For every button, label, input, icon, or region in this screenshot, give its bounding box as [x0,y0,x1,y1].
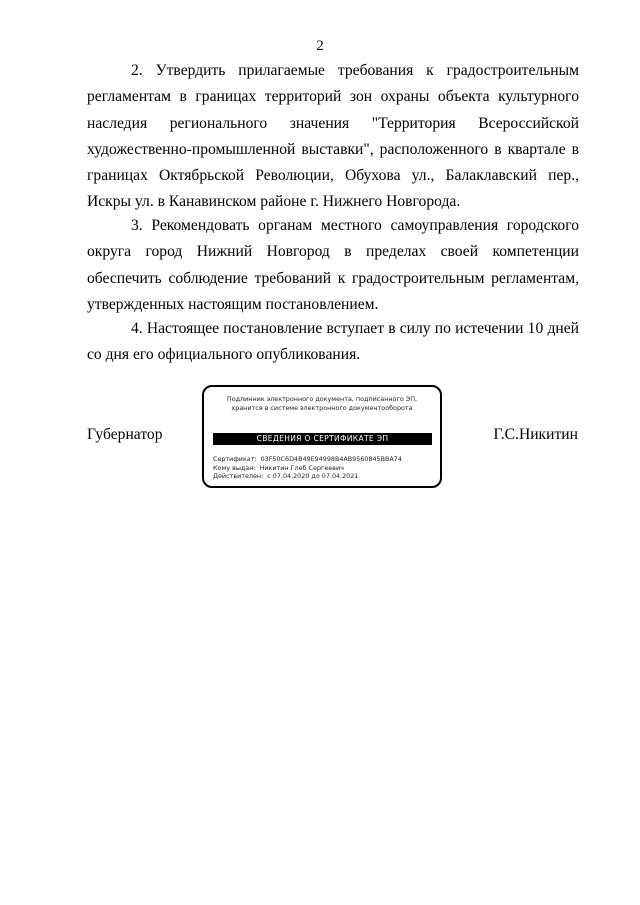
issued-to-value: Никитин Глеб Сергеевич [259,463,344,472]
stamp-header: СВЕДЕНИЯ О СЕРТИФИКАТЕ ЭП [213,433,432,445]
stamp-note-line-2: хранится в системе электронного документооборота [231,404,413,412]
certificate-row [213,455,402,464]
issued-to-row [213,464,402,473]
stamp-note-line-1: Подлинник электронного документа, подписанного ЭП, [226,395,418,403]
signer-name: Г.С.Никитин [493,426,578,443]
electronic-signature-stamp [202,385,442,488]
paragraph-item-3: 3. Рекомендовать органам местного самоуправления городского округа город Нижний Новгород в пределах своей компетенции обеспечить соблюдение требований к градостроительным регламентам, утвержденных настоящим постановлением. [87,217,579,313]
validity-row [213,472,402,481]
validity-label: Действителен: [213,472,264,481]
validity-value: с 07.04.2020 до 07.04.2021 [267,472,359,481]
signer-position: Губернатор [87,426,163,443]
issued-to-label: Кому выдан: [213,463,256,472]
certificate-value: 03F50C6D4B49E94998B4AB9560845BBA74 [260,455,402,463]
stamp-details [213,455,402,481]
paragraph-item-4: 4. Настоящее постановление вступает в силу по истечении 10 дней со дня его официального опубликования. [87,320,579,364]
page-number: 2 [316,38,324,54]
stamp-note [204,395,440,413]
paragraph-item-2: 2. Утвердить прилагаемые требования к градостроительным регламентам в границах территорий зон охраны объекта культурного наследия регионального значения "Территория Всероссийской художественно-промышленной выставки", расположенного в квартале в границах Октябрьской Революции, Обухова ул., Балаклавский пер., Искры ул. в Канавинском районе г. Нижнего Новгорода. [87,62,579,211]
certificate-label: Сертификат: [213,455,257,463]
